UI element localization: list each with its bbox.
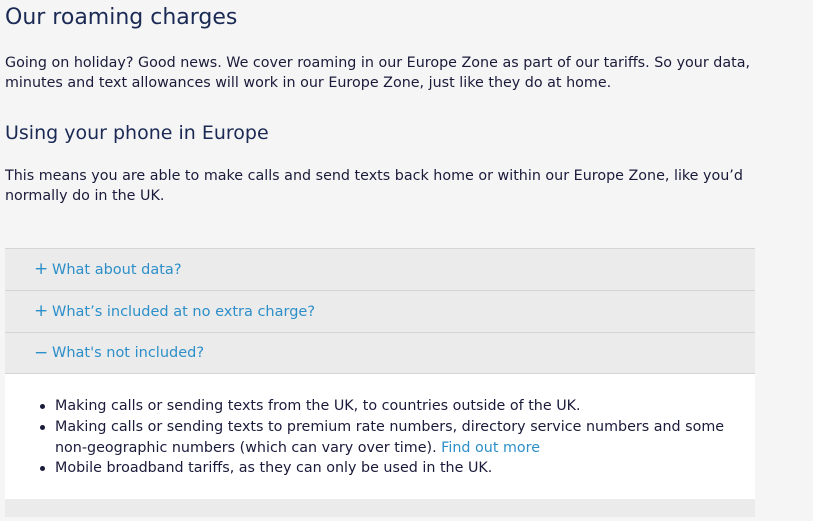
accordion-item-partial[interactable] [5,499,755,517]
minus-icon: − [34,342,49,363]
accordion-label: What about data? [52,261,182,278]
not-included-list [37,396,735,479]
page-title: Our roaming charges [5,5,238,30]
accordion-item-not-included[interactable] [5,332,755,374]
accordion-item-included[interactable] [5,290,755,332]
accordion-label: What's not included? [52,345,205,361]
faq-accordion [5,248,755,517]
list-item: Making calls or sending texts from the UK, to countries outside of the UK. [55,396,735,417]
accordion-item-data[interactable] [5,248,755,290]
main-content [5,0,795,206]
intro-paragraph: Going on holiday? Good news. We cover roaming in our Europe Zone as part of our tariffs. So your data, minutes and text allowances will work in our Europe Zone, just like they do at home. [5,55,751,91]
europe-paragraph: This means you are able to make calls and send texts back home or within our Europe Zone, like you’d normally do in the UK. [5,168,743,204]
list-item: Mobile broadband tariffs, as they can only be used in the UK. [55,458,735,479]
find-out-more-link[interactable]: Find out more [441,439,541,456]
list-item: Making calls or sending texts to premium rate numbers, directory service numbers and some non-geographic numbers (which can vary over time). Find out more [55,417,735,459]
accordion-label: What’s included at no extra charge? [52,303,316,320]
plus-icon: + [34,301,49,321]
accordion-panel-not-included [5,374,755,499]
europe-subheading: Using your phone in Europe [5,122,269,144]
plus-icon: + [34,259,49,279]
